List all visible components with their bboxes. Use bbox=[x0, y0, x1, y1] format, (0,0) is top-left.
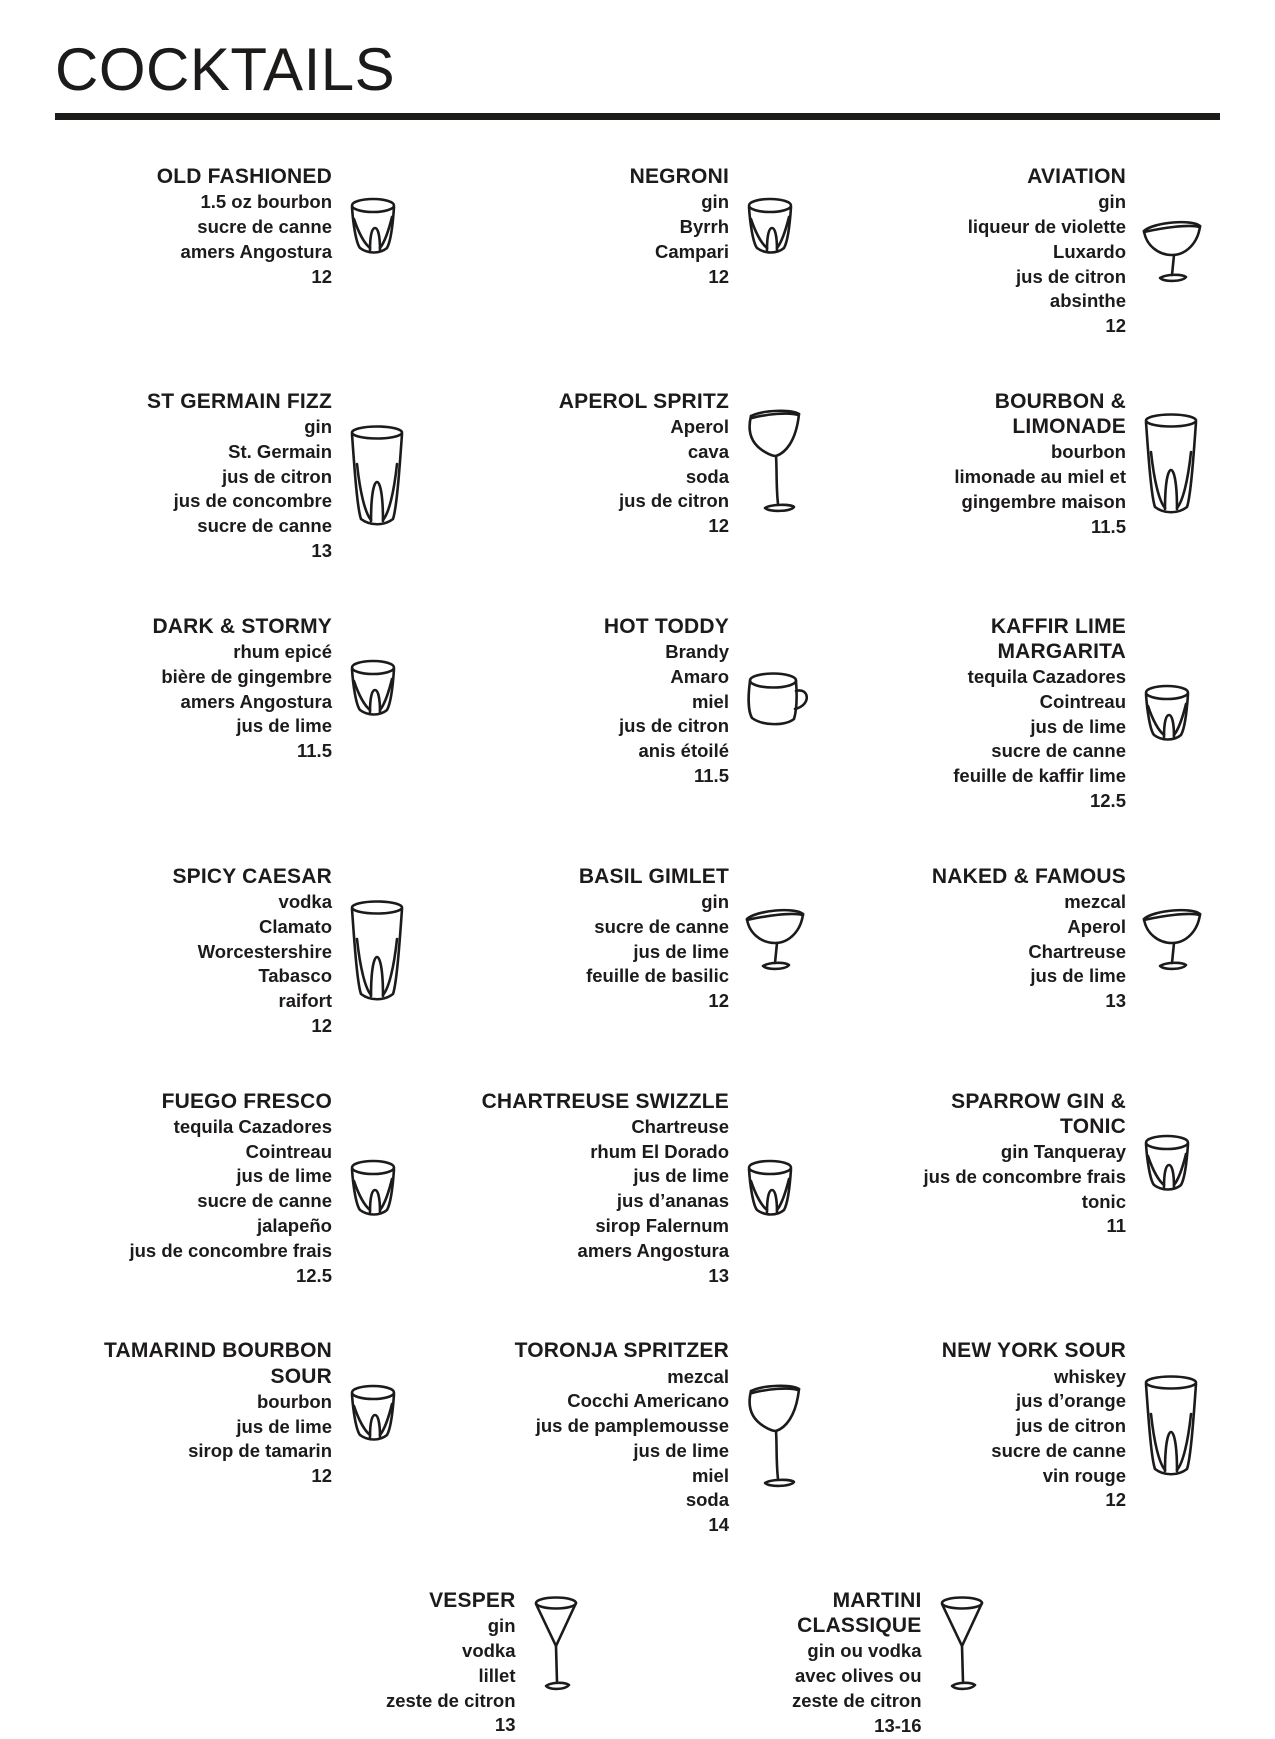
cocktail-text-block bbox=[55, 1338, 332, 1489]
cocktail-price: 12 bbox=[1105, 315, 1126, 337]
highball-glass-icon bbox=[346, 899, 426, 1003]
cocktail-ingredients bbox=[55, 1390, 332, 1464]
cocktail-ingredient-line: Aperol bbox=[1067, 915, 1126, 937]
cocktail-ingredient-line: gin bbox=[487, 1615, 516, 1637]
cocktail-ingredient-line: jus de concombre bbox=[173, 490, 332, 512]
cocktail-item bbox=[666, 1588, 1016, 1739]
cocktail-text-block bbox=[452, 1338, 729, 1538]
cocktail-ingredient-line: gin bbox=[701, 891, 729, 912]
cocktail-price: 12 bbox=[311, 1465, 332, 1487]
cocktail-ingredient-line: gin bbox=[304, 416, 332, 438]
cocktail-ingredient-line: Clamato bbox=[259, 915, 332, 937]
cocktail-name bbox=[849, 864, 1126, 889]
rocks-glass-icon bbox=[1140, 683, 1220, 745]
cocktail-text-block bbox=[849, 164, 1126, 339]
rocks-glass-icon bbox=[346, 196, 426, 258]
cocktail-price: 14 bbox=[708, 1514, 729, 1536]
cocktail-ingredients bbox=[55, 190, 332, 264]
cocktail-name-line: CHARTREUSE SWIZZLE bbox=[481, 1089, 729, 1113]
wine-glass-icon bbox=[743, 406, 823, 521]
cocktail-ingredient-line: gin ou vodka bbox=[807, 1640, 922, 1662]
cocktail-price: 12 bbox=[1105, 1489, 1126, 1511]
cocktail-ingredient-line: Worcestershire bbox=[197, 940, 332, 962]
cocktail-item bbox=[55, 614, 426, 764]
cocktail-text-block bbox=[452, 164, 729, 289]
cocktail-ingredients bbox=[849, 190, 1126, 314]
cocktail-ingredient-line: mezcal bbox=[667, 1365, 729, 1387]
cocktail-name-line: BOURBON & bbox=[994, 389, 1126, 413]
cocktail-ingredient-line: lillet bbox=[478, 1664, 516, 1686]
cocktail-ingredient-line: miel bbox=[691, 1464, 729, 1486]
cocktail-price: 12 bbox=[311, 1014, 332, 1036]
cocktail-name bbox=[260, 1588, 516, 1613]
cocktail-name bbox=[849, 614, 1126, 664]
cocktail-ingredient-line: jus de concombre frais bbox=[923, 1165, 1126, 1187]
cocktail-ingredient-line: mezcal bbox=[1064, 891, 1126, 912]
cocktail-item bbox=[260, 1588, 610, 1739]
cocktail-ingredients bbox=[452, 640, 729, 764]
cocktail-text-block bbox=[55, 389, 332, 564]
cocktail-name-line: NEW YORK SOUR bbox=[941, 1339, 1126, 1363]
cocktail-price: 11.5 bbox=[694, 764, 729, 786]
cocktail-ingredient-line: limonade au miel et bbox=[954, 466, 1126, 488]
cocktail-ingredient-line: Chartreuse bbox=[1028, 940, 1126, 962]
rocks-glass-icon bbox=[1140, 1133, 1220, 1195]
rocks-glass-icon bbox=[743, 1158, 823, 1220]
cocktail-text-block bbox=[849, 864, 1126, 1014]
cocktail-ingredient-line: Aperol bbox=[670, 416, 729, 438]
cocktail-ingredient-line: jus de lime bbox=[633, 1165, 729, 1187]
cocktail-ingredients bbox=[452, 890, 729, 989]
cocktail-item bbox=[55, 164, 426, 289]
cocktail-price: 12 bbox=[708, 265, 729, 287]
cocktail-name bbox=[666, 1588, 922, 1638]
cocktail-ingredient-line: Cocchi Americano bbox=[567, 1390, 729, 1412]
cocktail-name-line: LIMONADE bbox=[1012, 415, 1126, 439]
cocktail-ingredients bbox=[260, 1614, 516, 1713]
cocktail-ingredient-line: amers Angostura bbox=[180, 240, 332, 262]
cocktail-ingredient-line: Tabasco bbox=[258, 965, 332, 987]
cocktail-ingredient-line: sirop Falernum bbox=[595, 1215, 729, 1236]
cocktail-price: 13 bbox=[311, 539, 332, 561]
cocktail-price: 12 bbox=[708, 990, 729, 1012]
cocktail-ingredients bbox=[452, 1365, 729, 1514]
cocktail-ingredient-line: vodka bbox=[278, 891, 332, 912]
martini-glass-icon bbox=[530, 1594, 610, 1699]
cocktail-ingredient-line: jus de citron bbox=[1016, 265, 1126, 287]
cocktail-ingredient-line: jus de lime bbox=[236, 1415, 332, 1437]
cocktail-name-line: OLD FASHIONED bbox=[156, 165, 332, 188]
cocktail-item bbox=[452, 864, 823, 1014]
cocktail-name-line: MARGARITA bbox=[997, 639, 1126, 663]
cocktail-ingredient-line: Byrrh bbox=[679, 215, 729, 237]
cocktail-name bbox=[452, 1338, 729, 1363]
cocktail-name-line: KAFFIR LIME bbox=[990, 614, 1126, 638]
cocktail-item bbox=[452, 164, 823, 289]
cocktail-name-line: TORONJA SPRITZER bbox=[514, 1339, 729, 1363]
cocktail-item bbox=[849, 614, 1220, 814]
cocktail-ingredients bbox=[55, 1115, 332, 1264]
cocktail-ingredients bbox=[849, 890, 1126, 989]
cocktail-name bbox=[452, 864, 729, 889]
cocktail-ingredient-line: jus de citron bbox=[222, 465, 332, 487]
cocktail-price: 13 bbox=[1105, 990, 1126, 1012]
cocktail-text-block bbox=[55, 164, 332, 289]
cocktail-item bbox=[849, 1089, 1220, 1240]
cocktail-ingredient-line: jus d’ananas bbox=[616, 1190, 729, 1212]
cocktail-price: 12 bbox=[311, 265, 332, 287]
cocktail-price: 12.5 bbox=[295, 1264, 332, 1286]
highball-glass-icon bbox=[1140, 1374, 1220, 1478]
cocktail-text-block bbox=[452, 389, 729, 539]
cocktail-name bbox=[849, 1089, 1126, 1139]
cocktail-ingredient-line: amers Angostura bbox=[577, 1239, 729, 1261]
cocktail-ingredient-line: bourbon bbox=[1050, 441, 1126, 463]
cocktail-name-line: ST GERMAIN FIZZ bbox=[147, 389, 332, 413]
cocktail-ingredient-line: bière de gingembre bbox=[161, 665, 332, 687]
cocktail-ingredient-line: soda bbox=[685, 1489, 729, 1511]
cocktail-name-line: NAKED & FAMOUS bbox=[931, 864, 1126, 888]
cocktail-ingredient-line: tequila Cazadores bbox=[967, 666, 1126, 688]
cocktail-item bbox=[849, 1338, 1220, 1513]
cocktail-ingredient-line: gin bbox=[701, 191, 729, 213]
cocktail-name-line: HOT TODDY bbox=[603, 614, 729, 638]
cocktail-text-block bbox=[849, 614, 1126, 814]
cocktail-name bbox=[849, 164, 1126, 189]
cocktail-price: 11.5 bbox=[297, 740, 332, 762]
cocktail-name-line: SOUR bbox=[270, 1364, 332, 1388]
cocktail-ingredient-line: miel bbox=[691, 690, 729, 712]
cocktail-text-block bbox=[55, 1089, 332, 1289]
cocktail-item bbox=[452, 1089, 823, 1289]
cocktail-ingredients bbox=[849, 1365, 1126, 1489]
cocktail-text-block bbox=[452, 1089, 729, 1289]
cocktail-ingredient-line: jus de lime bbox=[1030, 715, 1126, 737]
cocktail-ingredient-line: jus de lime bbox=[1030, 965, 1126, 987]
cocktail-text-block bbox=[452, 614, 729, 789]
cocktail-ingredient-line: Cointreau bbox=[245, 1140, 332, 1162]
cocktail-item bbox=[849, 164, 1220, 339]
cocktail-ingredient-line: jus de lime bbox=[236, 715, 332, 737]
cocktail-footer-row bbox=[55, 1588, 1220, 1739]
rocks-glass-icon bbox=[743, 196, 823, 258]
rocks-glass-icon bbox=[346, 1158, 426, 1220]
cocktail-ingredient-line: jus d’orange bbox=[1016, 1390, 1126, 1412]
cocktail-name bbox=[55, 864, 332, 889]
title-divider bbox=[55, 113, 1220, 120]
cocktail-ingredient-line: jus de concombre frais bbox=[129, 1239, 332, 1261]
cocktail-ingredient-line: gingembre maison bbox=[961, 490, 1126, 512]
cocktail-name bbox=[55, 389, 332, 414]
cocktail-name-line: MARTINI bbox=[832, 1589, 922, 1612]
cocktail-ingredient-line: feuille de kaffir lime bbox=[953, 765, 1126, 787]
cocktail-ingredient-line: raifort bbox=[278, 990, 332, 1012]
cocktail-name bbox=[849, 1338, 1126, 1363]
cocktail-ingredient-line: vodka bbox=[462, 1639, 516, 1661]
cocktail-name-line: AVIATION bbox=[1027, 165, 1126, 188]
cocktail-name-line: TAMARIND BOURBON bbox=[104, 1339, 332, 1363]
wine-glass-icon bbox=[743, 1381, 823, 1496]
cocktail-text-block bbox=[849, 1338, 1126, 1513]
coupe-glass-icon bbox=[1140, 903, 1220, 975]
cocktail-name-line: TONIC bbox=[1060, 1114, 1126, 1138]
cocktail-name bbox=[849, 389, 1126, 439]
menu-header bbox=[55, 38, 1220, 120]
cocktail-item bbox=[55, 864, 426, 1039]
cocktail-ingredient-line: sucre de canne bbox=[197, 1190, 332, 1212]
cocktail-price: 11.5 bbox=[1091, 515, 1126, 537]
cocktail-ingredient-line: sirop de tamarin bbox=[188, 1440, 332, 1462]
cocktail-ingredient-line: tonic bbox=[1081, 1190, 1126, 1212]
cocktail-text-block bbox=[666, 1588, 922, 1739]
cocktail-ingredient-line: avec olives ou bbox=[795, 1665, 922, 1687]
cocktail-name bbox=[55, 614, 332, 639]
cocktail-item bbox=[849, 389, 1220, 540]
cocktail-name bbox=[452, 389, 729, 414]
cocktail-ingredient-line: tequila Cazadores bbox=[173, 1115, 332, 1137]
cocktail-ingredient-line: gin bbox=[1098, 191, 1126, 213]
cocktail-ingredient-line: Chartreuse bbox=[631, 1115, 729, 1137]
cocktail-ingredient-line: St. Germain bbox=[228, 440, 332, 462]
cocktail-item bbox=[452, 614, 823, 789]
cocktail-grid bbox=[55, 164, 1220, 1538]
cocktail-name bbox=[55, 1089, 332, 1114]
martini-glass-icon bbox=[936, 1594, 1016, 1699]
cocktail-ingredient-line: rhum epicé bbox=[233, 640, 332, 662]
cocktail-ingredients bbox=[452, 1115, 729, 1264]
cocktail-ingredient-line: liqueur de violette bbox=[967, 215, 1126, 237]
cocktail-name bbox=[452, 614, 729, 639]
cocktail-price: 13-16 bbox=[874, 1714, 922, 1736]
cocktail-price: 11 bbox=[1106, 1215, 1126, 1237]
cocktail-text-block bbox=[849, 1089, 1126, 1240]
cocktail-ingredients bbox=[55, 415, 332, 539]
cocktail-name-line: SPICY CAESAR bbox=[172, 864, 332, 888]
cocktail-name-line: DARK & STORMY bbox=[152, 614, 332, 638]
cocktail-name-line: FUEGO FRESCO bbox=[161, 1089, 332, 1113]
cocktail-ingredient-line: Brandy bbox=[665, 640, 729, 662]
cocktail-ingredient-line: absinthe bbox=[1049, 290, 1126, 312]
cocktail-ingredient-line: sucre de canne bbox=[594, 915, 729, 937]
cocktail-ingredient-line: jus de citron bbox=[1016, 1415, 1126, 1437]
cocktail-ingredient-line: cava bbox=[687, 440, 729, 462]
coupe-glass-icon bbox=[743, 903, 823, 975]
cocktail-text-block bbox=[260, 1588, 516, 1738]
cocktail-ingredients bbox=[849, 665, 1126, 789]
cocktail-name bbox=[452, 1089, 729, 1114]
cocktail-ingredient-line: jalapeño bbox=[256, 1215, 332, 1236]
cocktail-text-block bbox=[849, 389, 1126, 540]
mug-icon bbox=[743, 670, 823, 732]
cocktail-text-block bbox=[55, 864, 332, 1039]
cocktail-ingredient-line: gin Tanqueray bbox=[1000, 1141, 1126, 1163]
cocktail-name bbox=[55, 164, 332, 189]
cocktail-name-line: BASIL GIMLET bbox=[578, 864, 729, 888]
cocktail-ingredient-line: whiskey bbox=[1054, 1365, 1126, 1387]
cocktail-price: 13 bbox=[494, 1714, 516, 1736]
cocktail-item bbox=[55, 389, 426, 564]
page-title: COCKTAILS bbox=[55, 36, 396, 103]
cocktail-ingredient-line: sucre de canne bbox=[991, 1439, 1126, 1461]
cocktail-text-block bbox=[55, 614, 332, 764]
cocktail-name bbox=[452, 164, 729, 189]
cocktail-ingredient-line: anis étoilé bbox=[638, 740, 729, 762]
cocktail-name-line: SPARROW GIN & bbox=[951, 1089, 1126, 1113]
cocktail-price: 13 bbox=[708, 1264, 729, 1286]
cocktail-ingredient-line: sucre de canne bbox=[991, 740, 1126, 762]
cocktail-ingredient-line: vin rouge bbox=[1042, 1464, 1126, 1486]
cocktail-name-line: APEROL SPRITZ bbox=[558, 389, 729, 413]
cocktail-ingredients bbox=[55, 890, 332, 1014]
cocktail-ingredient-line: zeste de citron bbox=[791, 1689, 922, 1711]
cocktail-ingredient-line: jus de citron bbox=[619, 715, 729, 737]
cocktail-ingredient-line: Campari bbox=[654, 240, 729, 262]
cocktail-name-line: VESPER bbox=[429, 1589, 516, 1612]
cocktail-item bbox=[55, 1089, 426, 1289]
cocktail-ingredient-line: amers Angostura bbox=[180, 690, 332, 712]
cocktail-ingredient-line: feuille de basilic bbox=[586, 965, 729, 987]
cocktail-ingredients bbox=[666, 1639, 922, 1713]
cocktail-ingredient-line: 1.5 oz bourbon bbox=[200, 191, 332, 213]
cocktail-ingredient-line: Cointreau bbox=[1039, 690, 1126, 712]
cocktail-ingredient-line: Luxardo bbox=[1053, 240, 1126, 262]
highball-glass-icon bbox=[1140, 412, 1220, 516]
cocktail-ingredients bbox=[452, 190, 729, 264]
cocktail-ingredient-line: soda bbox=[685, 465, 729, 487]
cocktail-ingredients bbox=[55, 640, 332, 739]
cocktail-item bbox=[849, 864, 1220, 1014]
cocktail-ingredient-line: rhum El Dorado bbox=[590, 1140, 729, 1162]
cocktail-ingredient-line: jus de citron bbox=[619, 490, 729, 512]
cocktail-name bbox=[55, 1338, 332, 1388]
rocks-glass-icon bbox=[346, 1383, 426, 1445]
cocktail-ingredient-line: bourbon bbox=[256, 1390, 332, 1412]
cocktail-ingredients bbox=[452, 415, 729, 514]
cocktail-ingredients bbox=[849, 440, 1126, 514]
cocktail-name-line: NEGRONI bbox=[629, 165, 729, 188]
cocktail-ingredient-line: jus de lime bbox=[633, 940, 729, 962]
highball-glass-icon bbox=[346, 424, 426, 528]
cocktail-text-block bbox=[452, 864, 729, 1014]
cocktail-item bbox=[452, 389, 823, 539]
cocktail-price: 12 bbox=[708, 515, 729, 537]
cocktail-item bbox=[452, 1338, 823, 1538]
cocktail-ingredient-line: sucre de canne bbox=[197, 515, 332, 537]
cocktail-ingredient-line: sucre de canne bbox=[197, 215, 332, 237]
cocktail-ingredient-line: zeste de citron bbox=[385, 1689, 516, 1711]
cocktail-ingredient-line: jus de pamplemousse bbox=[535, 1415, 729, 1437]
cocktail-ingredient-line: jus de lime bbox=[236, 1165, 332, 1187]
rocks-glass-icon bbox=[346, 658, 426, 720]
cocktail-ingredient-line: Amaro bbox=[670, 665, 729, 687]
cocktail-price: 12.5 bbox=[1089, 790, 1126, 812]
cocktail-item bbox=[55, 1338, 426, 1489]
coupe-glass-icon bbox=[1140, 215, 1220, 287]
cocktail-ingredients bbox=[849, 1140, 1126, 1214]
cocktail-name-line: CLASSIQUE bbox=[797, 1614, 922, 1638]
cocktail-ingredient-line: jus de lime bbox=[633, 1439, 729, 1461]
